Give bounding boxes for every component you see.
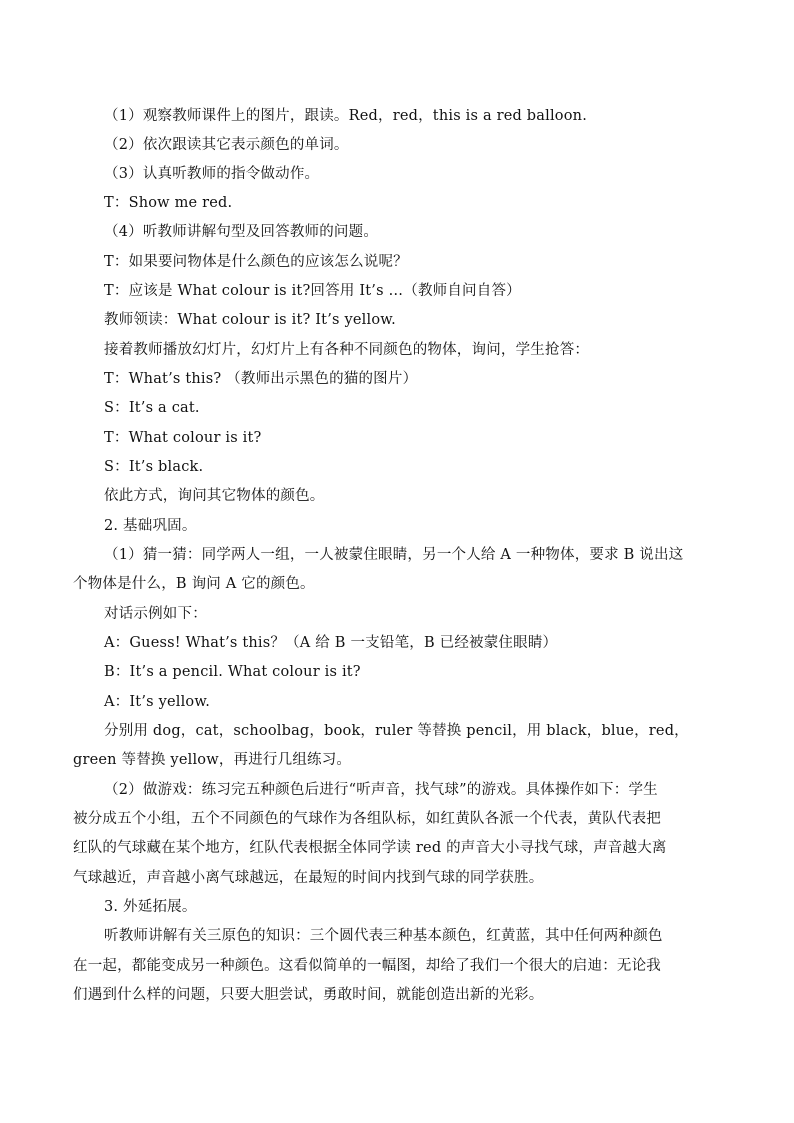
paragraph-line-11: S：It’s a cat. (104, 400, 200, 416)
paragraph-line-3: （3）认真听教师的指令做动作。 (104, 166, 320, 182)
paragraph-line-26: 气球越近，声音越小离气球越远，在最短的时间内找到气球的同学获胜。 (73, 870, 544, 886)
paragraph-line-24: 被分成五个小组，五个不同颜色的气球作为各组队标，如红黄队各派一个代表，黄队代表把 (73, 811, 661, 827)
paragraph-line-21: 分别用 dog，cat，schoolbag，book，ruler 等替换 pencil，用 black，blue，red， (104, 723, 689, 739)
paragraph-line-16: 个物体是什么，B 询问 A 它的颜色。 (73, 576, 315, 592)
paragraph-line-6: T：如果要问物体是什么颜色的应该怎么说呢？ (104, 254, 408, 270)
paragraph-line-5: （4）听教师讲解句型及回答教师的问题。 (104, 224, 379, 240)
paragraph-line-23: （2）做游戏：练习完五种颜色后进行“听声音，找气球”的游戏。具体操作如下：学生 (104, 782, 658, 798)
paragraph-line-2: （2）依次跟读其它表示颜色的单词。 (104, 137, 349, 153)
paragraph-line-7: T：应该是 What colour is it?回答用 It’s …（教师自问自答） (104, 283, 521, 299)
section-heading-2: 2. 基础巩固。 (104, 518, 197, 534)
paragraph-line-4: T：Show me red. (104, 195, 233, 211)
paragraph-line-18: A：Guess! What’s this？（A 给 B 一支铅笔，B 已经被蒙住眼睛） (104, 635, 558, 651)
paragraph-line-27: 听教师讲解有关三原色的知识：三个圆代表三种基本颜色，红黄蓝，其中任何两种颜色 (104, 928, 663, 944)
paragraph-line-25: 红队的气球藏在某个地方，红队代表根据全体同学读 red 的声音大小寻找气球，声音越大离 (73, 840, 667, 856)
paragraph-line-20: A：It’s yellow. (104, 694, 211, 710)
paragraph-line-28: 在一起，都能变成另一种颜色。这看似简单的一幅图，却给了我们一个很大的启迪：无论我 (73, 958, 661, 974)
paragraph-line-8: 教师领读：What colour is it? It’s yellow. (104, 312, 396, 328)
paragraph-line-13: S：It’s black. (104, 459, 204, 475)
paragraph-line-14: 依此方式，询问其它物体的颜色。 (104, 488, 325, 504)
paragraph-line-15: （1）猜一猜：同学两人一组，一人被蒙住眼睛，另一个人给 A 一种物体，要求 B 说出这 (104, 547, 684, 563)
section-heading-3: 3. 外延拓展。 (104, 899, 197, 915)
paragraph-line-9: 接着教师播放幻灯片，幻灯片上有各种不同颜色的物体，询问，学生抢答： (104, 342, 590, 358)
paragraph-line-10: T：What’s this? （教师出示黑色的猫的图片） (104, 371, 418, 387)
paragraph-line-17: 对话示例如下： (104, 606, 207, 622)
paragraph-line-29: 们遇到什么样的问题，只要大胆尝试，勇敢时间，就能创造出新的光彩。 (73, 987, 544, 1003)
paragraph-line-19: B：It’s a pencil. What colour is it? (104, 664, 361, 680)
paragraph-line-12: T：What colour is it? (104, 430, 262, 446)
paragraph-line-1: （1）观察教师课件上的图片，跟读。Red，red，this is a red balloon. (104, 108, 588, 124)
paragraph-line-22: green 等替换 yellow，再进行几组练习。 (73, 752, 352, 768)
